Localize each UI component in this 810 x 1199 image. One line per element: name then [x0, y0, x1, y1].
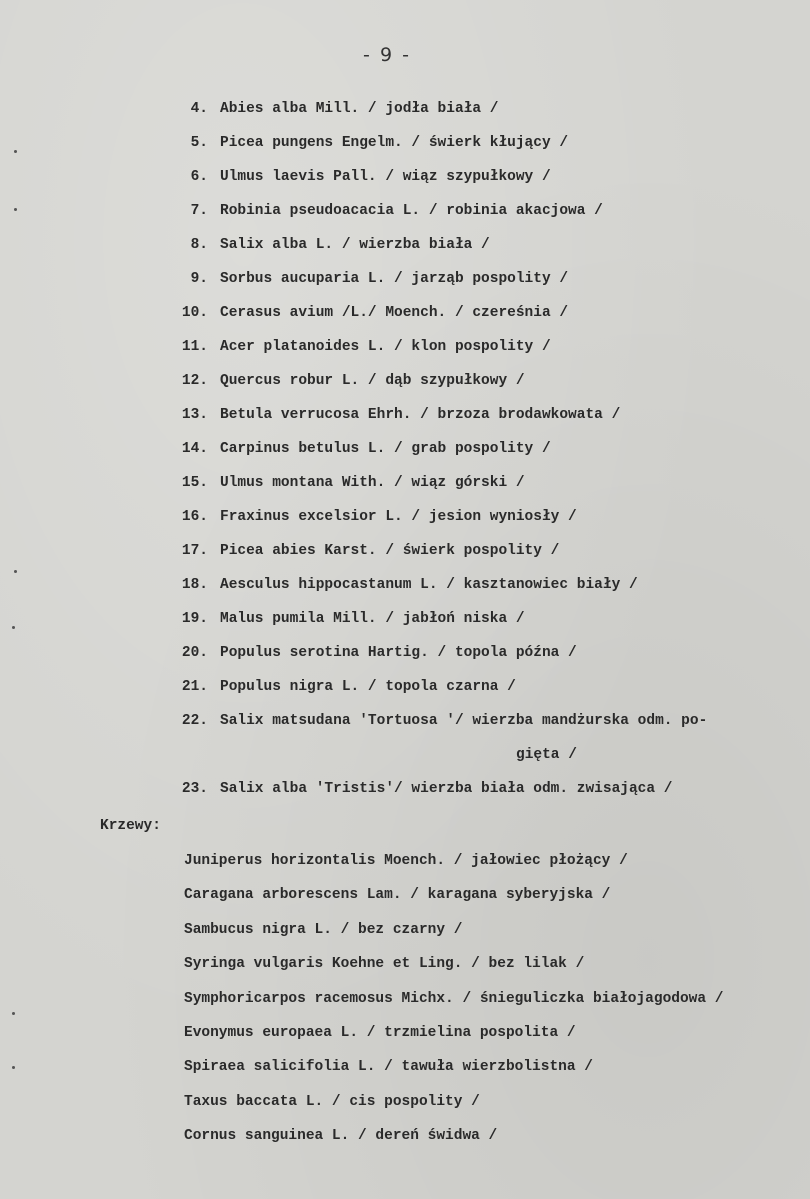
scan-speck — [12, 1012, 15, 1015]
item-number: 15. — [181, 475, 208, 491]
item-text: Betula verrucosa Ehrh. / brzoza brodawkowata / — [220, 407, 621, 423]
item-number: 6. — [190, 169, 208, 185]
item-text: Populus serotina Hartig. / topola późna / — [220, 645, 577, 661]
item-number: 16. — [181, 509, 208, 525]
list-item — [0, 164, 810, 198]
item-text: Ulmus laevis Pall. / wiąz szypułkowy / — [220, 169, 551, 185]
list-item — [0, 776, 810, 810]
list-item — [0, 198, 810, 232]
item-number: 4. — [190, 101, 208, 117]
scan-speck — [14, 208, 17, 211]
item-text: Picea abies Karst. / świerk pospolity / — [220, 543, 560, 559]
item-number: 20. — [181, 645, 208, 661]
item-number: 18. — [181, 577, 208, 593]
item-text: Symphoricarpos racemosus Michx. / śnieguliczka białojagodowa / — [184, 990, 724, 1007]
list-item — [0, 96, 810, 130]
list-item — [0, 1054, 810, 1088]
list-item — [0, 986, 810, 1020]
item-text — [220, 708, 810, 768]
list-item — [0, 368, 810, 402]
item-text: Ulmus montana With. / wiąz górski / — [220, 475, 525, 491]
item-number: 8. — [190, 237, 208, 253]
list-item — [0, 606, 810, 640]
list-item — [0, 572, 810, 606]
item-number: 17. — [181, 543, 208, 559]
shrubs-heading: Krzewy: — [100, 818, 161, 834]
item-number: 12. — [181, 373, 208, 389]
scan-speck — [14, 150, 17, 153]
item-text: Salix alba 'Tristis'/ wierzba biała odm. zwisająca / — [220, 781, 673, 797]
item-text: Fraxinus excelsior L. / jesion wyniosły / — [220, 509, 577, 525]
item-number: 7. — [190, 203, 208, 219]
item-text: Malus pumila Mill. / jabłoń niska / — [220, 611, 525, 627]
list-item — [0, 640, 810, 674]
list-item — [0, 232, 810, 266]
item-text: Juniperus horizontalis Moench. / jałowiec płożący / — [184, 853, 628, 869]
item-text: Robinia pseudoacacia L. / robinia akacjowa / — [220, 203, 603, 219]
list-item — [0, 708, 810, 776]
list-item — [0, 1089, 810, 1123]
list-item — [0, 300, 810, 334]
item-text: Salix alba L. / wierzba biała / — [220, 237, 490, 253]
item-number: 13. — [181, 407, 208, 423]
item-text: Picea pungens Engelm. / świerk kłujący / — [220, 135, 569, 151]
list-item — [0, 917, 810, 951]
list-item — [0, 882, 810, 916]
page-number: - 9 - — [363, 44, 411, 66]
scan-speck — [14, 570, 17, 573]
item-number: 21. — [181, 679, 208, 695]
item-text: Acer platanoides L. / klon pospolity / — [220, 339, 551, 355]
item-text: Syringa vulgaris Koehne et Ling. / bez lilak / — [184, 956, 585, 973]
item-text: Quercus robur L. / dąb szypułkowy / — [220, 373, 525, 389]
item-text: Evonymus europaea L. / trzmielina pospolita / — [184, 1024, 576, 1041]
tree-list — [0, 96, 810, 810]
item-number: 9. — [190, 271, 208, 287]
item-text: Spiraea salicifolia L. / tawuła wierzbolistna / — [184, 1059, 593, 1076]
list-item — [0, 848, 810, 882]
item-text: Carpinus betulus L. / grab pospolity / — [220, 441, 551, 457]
list-item — [0, 504, 810, 538]
item-number: 10. — [181, 305, 208, 321]
list-item — [0, 266, 810, 300]
list-item — [0, 538, 810, 572]
list-item — [0, 674, 810, 708]
list-item — [0, 1123, 810, 1157]
item-text: Caragana arborescens Lam. / karagana syberyjska / — [184, 887, 611, 904]
item-text: Cerasus avium /L./ Moench. / czereśnia / — [220, 305, 569, 321]
list-item — [0, 951, 810, 985]
item-number: 23. — [181, 781, 208, 797]
item-number: 11. — [181, 339, 208, 355]
item-text: Cornus sanguinea L. / dereń świdwa / — [184, 1128, 498, 1145]
item-text: Populus nigra L. / topola czarna / — [220, 679, 516, 695]
item-text: Sorbus aucuparia L. / jarząb pospolity / — [220, 271, 569, 287]
list-item — [0, 334, 810, 368]
scan-speck — [12, 626, 15, 629]
item-text-continuation: gięta / — [516, 747, 577, 763]
item-text: Sambucus nigra L. / bez czarny / — [184, 921, 463, 938]
item-text: Abies alba Mill. / jodła biała / — [220, 101, 499, 117]
list-item — [0, 436, 810, 470]
item-text: Aesculus hippocastanum L. / kasztanowiec biały / — [220, 577, 638, 593]
item-number: 22. — [181, 713, 208, 729]
list-item — [0, 470, 810, 504]
scan-speck — [12, 1066, 15, 1069]
list-item — [0, 402, 810, 436]
item-number: 14. — [181, 441, 208, 457]
list-item — [0, 130, 810, 164]
item-number: 19. — [181, 611, 208, 627]
item-text: Taxus baccata L. / cis pospolity / — [184, 1093, 480, 1110]
shrub-list — [0, 848, 810, 1158]
item-text-line: Salix matsudana 'Tortuosa '/ wierzba mandżurska odm. po- — [220, 713, 708, 729]
list-item — [0, 1020, 810, 1054]
item-number: 5. — [190, 135, 208, 151]
